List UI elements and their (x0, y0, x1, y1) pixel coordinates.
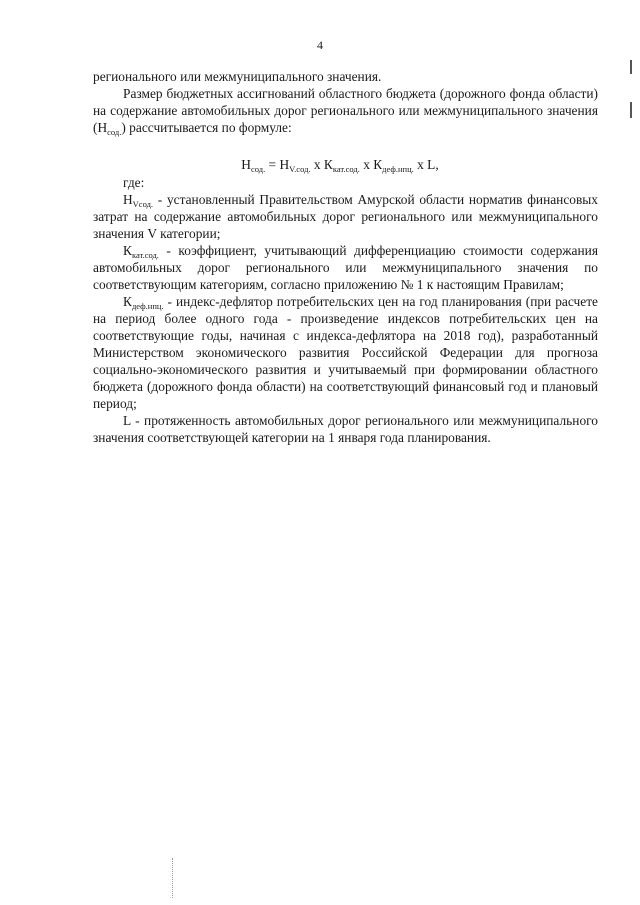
scan-margin-mark (630, 60, 632, 74)
scan-margin-mark (630, 102, 632, 118)
page-number: 4 (317, 38, 323, 52)
formula: $Н_{сод.} = Н_{V.сод.}$ x $К_{кат.сод.}$ x $К_{деф.нпц.}$ x L, (241, 157, 439, 174)
definition-l: L - протяженность автомобильных дорог регионального или межмуниципального значения соответствующей категории на 1 января года планирования. (93, 413, 598, 445)
scan-artifact (172, 858, 177, 898)
where-label: где: (123, 175, 145, 190)
paragraph-block-top (93, 68, 598, 136)
definition-kdef: $К_{деф.нпц.}$ - индекс-дефлятор потребительских цен на год планирования (при расчете на период более одного года - произведение индексов потребительских цен на соответствующие годы, начиная с индекса-дефлятора на 2018 год), разработанный Министерством экономического развития Российской Федерации для прогноза социально-экономического развития и учитываемый при формировании областного бюджета (дорожного фонда области) на соответствующий финансовый год и плановый период; (93, 294, 598, 411)
definition-kkat: $К_{кат.сод.}$ - коэффициент, учитывающий дифференциацию стоимости содержания автомобильных дорог регионального или межмуниципального значения по соответствующим категориям, согласно приложению № 1 к настоящим Правилам; (93, 243, 598, 292)
definition-hv: $Н_{Vсод.}$ - установленный Правительством Амурской области норматив финансовых затрат на содержание автомобильных дорог регионального или межмуниципального значения V категории; (93, 192, 598, 241)
paragraph-block-definitions (93, 174, 598, 446)
paragraph-budget: Размер бюджетных ассигнований областного бюджета (дорожного фонда области) на содержание автомобильных дорог регионального или межмуниципального значения $(Н_{сод.})$ рассчитывается по формуле: (93, 86, 598, 137)
intro-line: регионального или межмуниципального значения. (93, 69, 382, 84)
